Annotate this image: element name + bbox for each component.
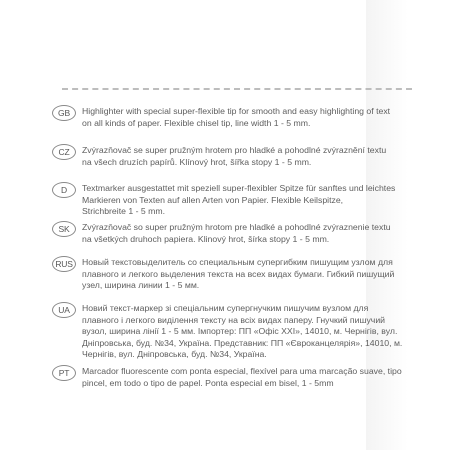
section-text-cz: Zvýrazňovač se super pružným hrotem pro hladké a pohodlné zvýraznění textu na všech druzích papírů. Klínový hrot, šířka stopy 1 - 5 mm.	[82, 145, 387, 167]
section-text-gb: Highlighter with special super-flexible tip for smooth and easy highlighting of text on all kinds of paper. Flexible chisel tip, line width 1 - 5 mm.	[82, 106, 391, 128]
language-badge-ua: UA	[52, 302, 76, 318]
section-text-pt: Marcador fluorescente com ponta especial, flexível para uma marcação suave, tipo pincel, em todo o tipo de papel. Ponta especial em bisel, 1 - 5mm	[82, 366, 402, 388]
section-text-rus: Новый текстовыделитель со специальным супергибким пишущим узлом для плавного и легкого выделения текста на всех видах бумаги. Гибкий пишущий узел, ширина линии 1 - 5 мм.	[82, 257, 395, 291]
section-text-sk: Zvýrazňovač so super pružným hrotom pre hladké a pohodlné zvýraznenie textu na všetkých druhoch papiera. Klinový hrot, šírka stopy 1 - 5 mm.	[82, 222, 391, 244]
section-pt	[52, 366, 412, 389]
section-cz	[52, 145, 412, 168]
language-badge-sk: SK	[52, 221, 76, 237]
section-rus	[52, 257, 412, 292]
dashed-separator	[62, 88, 412, 90]
language-badge-d: D	[52, 182, 76, 198]
section-text-d: Textmarker ausgestattet mit speziell super-flexibler Spitze für sanftes und leichtes Markieren von Texten auf allen Arten von Papier. Flexible Keilspitze, Strichbreite 1 - 5 mm.	[82, 183, 396, 217]
language-badge-pt: PT	[52, 365, 76, 381]
language-badge-rus: RUS	[52, 256, 76, 272]
section-text-ua: Новий текст-маркер зі спеціальним супергнучким пишучим вузлом для плавного і легкого виділення тексту на всіх видах паперу. Гнучкий пишучий вузол, ширина лінії 1 - 5 мм. Імпортер: ПП «Офіс ХХІ», 14010, м. Чернігів, вул. Дніпровська, буд. №34, Україна. Представник: ПП «Євроканцелярія», 14010, м. Чернігів, вул. Дніпровська, буд. №34, Україна.	[82, 303, 403, 360]
section-gb	[52, 106, 412, 129]
language-badge-gb: GB	[52, 105, 76, 121]
section-sk	[52, 222, 412, 245]
section-d	[52, 183, 412, 218]
instruction-sheet	[52, 0, 408, 450]
section-ua	[52, 303, 412, 361]
language-badge-cz: CZ	[52, 144, 76, 160]
